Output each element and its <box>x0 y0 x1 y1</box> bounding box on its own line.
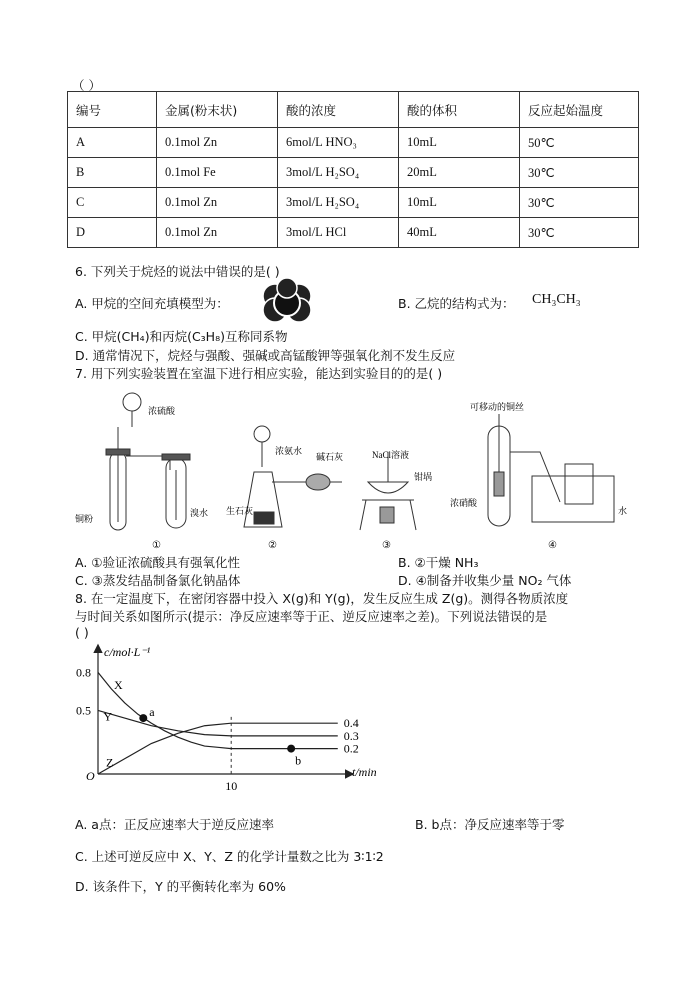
q8-stem-line1: 8. 在一定温度下，在密闭容器中投入 X(g)和 Y(g)，发生反应生成 Z(g)。测得各物质浓度 <box>75 591 569 606</box>
y-tick-label: 0.8 <box>76 665 91 680</box>
table-cell: 0.1mol Zn <box>157 218 278 248</box>
concentration-chart <box>70 640 390 790</box>
q6-option-d: D. 通常情况下，烷烃与强酸、强碱或高锰酸钾等强氧化剂不发生反应 <box>75 348 456 363</box>
label-n1: ① <box>152 540 161 551</box>
series-line-x <box>98 672 338 748</box>
q6-option-b: B. 乙烷的结构式为： <box>398 296 515 311</box>
label-cu-powder: 铜粉 <box>75 514 94 524</box>
label-n3: ③ <box>382 540 391 551</box>
q8-option-b: B. b点：净反应速率等于零 <box>415 817 565 832</box>
table-row <box>68 128 639 158</box>
table-header: 反应起始温度 <box>520 92 639 128</box>
table-cell: 50℃ <box>520 128 639 158</box>
q6-option-c: C. 甲烷(CH₄)和丙烷(C₃H₈)互称同系物 <box>75 329 288 344</box>
table-cell: 20mL <box>399 158 520 188</box>
point-b <box>287 745 295 753</box>
end-label: 0.2 <box>343 741 359 756</box>
table-row <box>68 218 639 248</box>
label-nacl: NaCl溶液 <box>372 450 409 460</box>
x-tick-label: 10 <box>225 779 238 790</box>
label-crucible-tongs: 钳埚 <box>414 472 433 482</box>
table-row <box>68 188 639 218</box>
x-axis-label: t/min <box>352 765 377 779</box>
label-br-water: 溴水 <box>190 508 209 518</box>
y-axis-label: c/mol·L⁻¹ <box>104 645 151 659</box>
series-label-z: Z <box>105 755 114 770</box>
table-cell: 30℃ <box>520 158 639 188</box>
table-header: 酸的浓度 <box>278 92 399 128</box>
table-cell: B <box>68 158 157 188</box>
label-movable-cu: 可移动的铜丝 <box>470 402 525 412</box>
table-cell: 10mL <box>399 188 520 218</box>
label-n4: ④ <box>548 540 557 551</box>
q8-option-c: C. 上述可逆反应中 X、Y、Z 的化学计量数之比为 3∶1∶2 <box>75 849 384 864</box>
q6-formula: CH₃CH₃ <box>532 292 581 307</box>
q6-stem: 6. 下列关于烷烃的说法中错误的是( ) <box>75 264 280 279</box>
table-cell: D <box>68 218 157 248</box>
label-conc-hno3: 浓硝酸 <box>450 498 478 508</box>
end-label: 0.4 <box>343 716 359 731</box>
series-label-y: Y <box>103 709 112 724</box>
apparatus-figure <box>70 392 650 552</box>
q8-option-d: D. 该条件下，Y 的平衡转化率为 60% <box>75 879 286 894</box>
table-cell: 6mol/L HNO₃ <box>278 128 399 158</box>
q6-option-a: A. 甲烷的空间充填模型为： <box>75 296 229 311</box>
label-ammonia: 浓氨水 <box>275 446 303 456</box>
table-cell: A <box>68 128 157 158</box>
q8-stem-line2: 与时间关系如图所示(提示：净反应速率等于正、逆反应速率之差)。下列说法错误的是 <box>75 609 548 624</box>
table-cell: 30℃ <box>520 188 639 218</box>
label-soda-lime: 碱石灰 <box>316 452 344 462</box>
end-label: 0.3 <box>343 728 359 743</box>
table-cell: 0.1mol Fe <box>157 158 278 188</box>
table-cell: 30℃ <box>520 218 639 248</box>
table-cell: 0.1mol Zn <box>157 128 278 158</box>
origin-label: O <box>86 769 95 783</box>
point-a-label: a <box>149 705 155 720</box>
table-header: 编号 <box>68 92 157 128</box>
label-n2: ② <box>268 540 277 551</box>
methane-model-icon <box>253 276 323 326</box>
label-conc-h2so4: 浓硫酸 <box>148 406 176 416</box>
table-header-row <box>68 92 639 128</box>
table-cell: 3mol/L HCl <box>278 218 399 248</box>
y-tick-label: 0.5 <box>76 703 91 718</box>
question-paren: （ ） <box>72 78 101 93</box>
q8-option-a: A. a点：正反应速率大于逆反应速率 <box>75 817 274 832</box>
table-cell: 3mol/L H₂SO₄ <box>278 158 399 188</box>
table-cell: 10mL <box>399 128 520 158</box>
q7-stem: 7. 用下列实验装置在室温下进行相应实验，能达到实验目的的是( ) <box>75 366 443 381</box>
table-cell: 3mol/L H₂SO₄ <box>278 188 399 218</box>
q7-option-a: A. ①验证浓硫酸具有强氧化性 <box>75 555 240 570</box>
label-quicklime: 生石灰 <box>226 506 254 516</box>
q7-option-c: C. ③蒸发结晶制备氯化钠晶体 <box>75 573 241 588</box>
table-cell: C <box>68 188 157 218</box>
label-water: 水 <box>618 506 628 516</box>
table-header: 酸的体积 <box>399 92 520 128</box>
point-b-label: b <box>295 753 302 768</box>
q7-option-d: D. ④制备并收集少量 NO₂ 气体 <box>398 573 572 588</box>
table-row <box>68 158 639 188</box>
table-cell: 0.1mol Zn <box>157 188 278 218</box>
reaction-table <box>67 91 639 248</box>
q7-option-b: B. ②干燥 NH₃ <box>398 555 479 570</box>
table-cell: 40mL <box>399 218 520 248</box>
q8-paren: ( ) <box>75 625 89 640</box>
point-a <box>139 714 147 722</box>
series-label-x: X <box>113 677 123 692</box>
table-header: 金属(粉末状) <box>157 92 278 128</box>
